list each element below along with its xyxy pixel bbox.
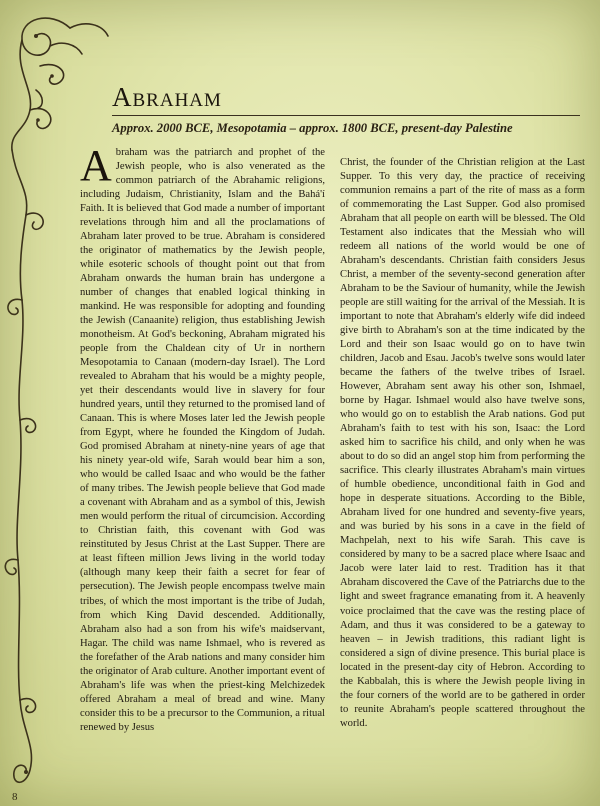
article-body [80,141,585,786]
title-divider [112,115,580,116]
drop-cap: A [80,141,112,190]
page-number: 8 [12,791,18,803]
title-block [112,82,582,136]
text-column-right: Christ, the founder of the Christian religion at the Last Supper. To this very day, the practice of receiving communion remains a part of the rite of mass as a form of commemorating the Last Supper. God also promised Abraham that all people on earth will be blessed. The Old Testament also indicates that the Messiah who will redeem all nations of the world would be one of Abraham's descendants. Christian faith considers Jesus Christ, a member of the seventy-second generation after Abraham to be the Saviour of humanity, while the Jewish people are still waiting for the arrival of the Messiah. It is important to note that Abraham's elderly wife did indeed give birth to Abraham's son at the time indicated by the Lord and their son Isaac would go on to have twin children, Jacob and Esau. Jacob's twelve sons would later became the fathers of the twelve tribes of Israel. However, Abraham sent away his other son, Ishmael, borne by Hagar. Ishmael would also have twelve sons, who would go on to establish the Arab nations. God put Abraham's faith to test with his son, Isaac: the Lord asked him to sacrifice his child, and only when he was about to do so did an angel stop him from performing the sacrifice. This clearly illustrates Abraham's main virtues of humble obedience, unconditional faith in God and hope in desperate situations. According to the Bible, Abraham lived for one hundred and seventy-five years, and was buried by his sons in a cave in the field of Machpelah, next to his wife Sarah. This cave is considered by many to be a sacred place where Isaac and Jacob were later laid to rest. Tradition has it that Abraham discovered the Cave of the Patriarchs due to the light and sweet fragrance emanating from it. A heavenly voice proclaimed that the cave was the resting place of Adam, and thus it was considered to be a gateway to heaven – in Jewish traditions, this radiant light is considered a sign of divine presence. This burial place is located in the present-day city of Hebron. According to the Kabbalah, this is where the Jewish people living in the four corners of the world are to be gathered in order to reunite Abraham's people scattered throughout the world. [340,157,585,729]
page-title: Abraham [112,82,222,112]
text-column-left [80,141,325,786]
page-subtitle: Approx. 2000 BCE, Mesopotamia – approx. 1800 BCE, present-day Palestine [112,121,513,135]
column-left-text: braham was the patriarch and prophet of the Jewish people, who is also venerated as the common patriarch of the Abrahamic religions, including Judaism, Christianity, Islam and the Bahá'í Faith. It is believed that God made a number of important revelations through him and all the proclamations of Abraham later proved to be true. Abraham is considered the originator of mathematics by the Jewish people, while esoteric schools of thought point out that from Abraham onwards the human brain has undergone a number of changes that enabled logical thinking in mankind. He was responsible for adopting and founding the Jewish (Canaanite) religion, thus establishing Jewish monotheism. At God's beckoning, Abraham migrated his people from the Chaldean city of Ur in northern Mesopotamia to Canaan (modern-day Israel). The Lord revealed to Abraham that his would be a mighty people, yet their descendants would live in slavery for four hundred years, until they returned to the promised land of Canaan. This is where Moses later led the Jewish people from Egypt, where he founded the Kingdom of Judah. God promised Abraham at ninety-nine years of age that his ninety year-old wife, Sarah would bear him a son, who would be called Isaac and who would be the father of many tribes. The Jewish people believe that God made a covenant with Abraham and as a symbol of this, Jewish men would perform the ritual of circumcision. According to Christian faith, this covenant with God was reinstituted by Jesus Christ at the Last Supper. There are at least fifteen million Jews living in the world today (although many keep their faith a secret for fear of persecution). The Jewish people encompass twelve main tribes, of which the most important is the tribe of Judah, from which King David descended. Additionally, Abraham also had a son from his wife's maidservant, Hagar. The child was name Ishmael, who is revered as the forefather of the Arab nations and many consider him the originator of Arab culture. Another important event of Abraham's life was when the priest-king Melchizedek offered Abraham a meal of bread and wine. Many consider this to be a precursor to the Communion, a ritual renewed by Jesus [80,147,325,733]
